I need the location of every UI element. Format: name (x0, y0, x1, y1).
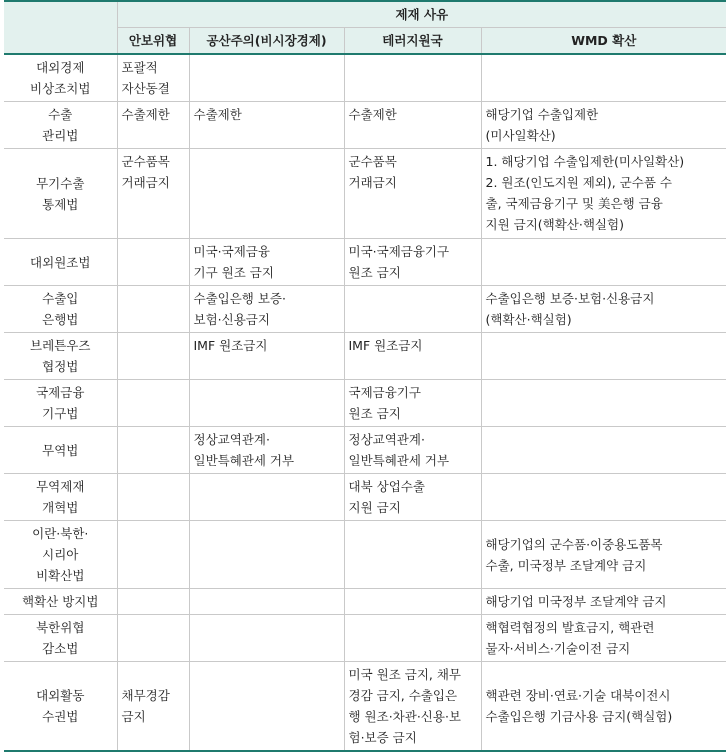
table-row (4, 102, 726, 149)
sanction-cell: 수출입은행 보증·보험·신용금지 (핵확산·핵실험) (481, 286, 726, 333)
sanction-cell: 군수품목 거래금지 (344, 149, 481, 239)
sanction-cell (117, 286, 189, 333)
column-header-communism: 공산주의(비시장경제) (189, 28, 344, 55)
sanction-cell (117, 239, 189, 286)
law-name-cell: 무역제재 개혁법 (4, 474, 117, 521)
law-name-cell: 북한위협 감소법 (4, 615, 117, 662)
sanction-cell: 수출제한 (117, 102, 189, 149)
sanction-cell (344, 286, 481, 333)
sanction-cell: 정상교역관계· 일반특혜관세 거부 (189, 427, 344, 474)
table-row (4, 589, 726, 615)
table-row (4, 474, 726, 521)
sanction-cell: 미국·국제금융 기구 원조 금지 (189, 239, 344, 286)
sanction-cell: 수출입은행 보증· 보험·신용금지 (189, 286, 344, 333)
sanction-cell: 1. 해당기업 수출입제한(미사일확산) 2. 원조(인도지원 제외), 군수품 수 출, 국제금융기구 및 美은행 금융 지원 금지(핵확산·핵실험) (481, 149, 726, 239)
sanction-cell (481, 54, 726, 102)
law-name-cell: 이란·북한· 시리아 비확산법 (4, 521, 117, 589)
sanction-cell (189, 54, 344, 102)
sanction-cell: 미국·국제금융기구 원조 금지 (344, 239, 481, 286)
sanction-cell (189, 589, 344, 615)
table-row (4, 286, 726, 333)
table-row (4, 239, 726, 286)
sanction-cell (117, 380, 189, 427)
sanction-cell (481, 474, 726, 521)
sanction-cell (189, 615, 344, 662)
sanction-cell: 수출제한 (344, 102, 481, 149)
sanction-cell: 해당기업의 군수품·이중용도품목 수출, 미국정부 조달계약 금지 (481, 521, 726, 589)
table-row (4, 333, 726, 380)
sanction-cell: 핵관련 장비·연료·기술 대북이전시 수출입은행 기금사용 금지(핵실험) (481, 662, 726, 752)
sanction-cell (117, 333, 189, 380)
sanction-cell (481, 380, 726, 427)
table-row (4, 380, 726, 427)
law-name-cell: 무역법 (4, 427, 117, 474)
corner-header-cell (4, 1, 117, 54)
sanction-cell: 핵협력협정의 발효금지, 핵관련 물자·서비스·기술이전 금지 (481, 615, 726, 662)
sanction-cell: 국제금융기구 원조 금지 (344, 380, 481, 427)
sanction-cell (189, 380, 344, 427)
sanction-cell (117, 615, 189, 662)
sanction-cell (344, 615, 481, 662)
law-name-cell: 국제금융 기구법 (4, 380, 117, 427)
sanction-cell: 미국 원조 금지, 채무 경감 금지, 수출입은 행 원조·차관·신용·보 험·보증 금지 (344, 662, 481, 752)
sanction-cell (344, 521, 481, 589)
sanction-cell (481, 239, 726, 286)
sanction-cell (481, 427, 726, 474)
table-row (4, 615, 726, 662)
sanction-cell: IMF 원조금지 (344, 333, 481, 380)
sanction-cell: 해당기업 수출입제한 (미사일확산) (481, 102, 726, 149)
sanction-cell (189, 474, 344, 521)
table-row (4, 662, 726, 752)
column-header-security-threat: 안보위협 (117, 28, 189, 55)
sanction-cell (117, 589, 189, 615)
table-row (4, 149, 726, 239)
law-name-cell: 대외활동 수권법 (4, 662, 117, 752)
column-header-terror-sponsor: 테러지원국 (344, 28, 481, 55)
sanction-cell: 수출제한 (189, 102, 344, 149)
sanction-cell: 정상교역관계· 일반특혜관세 거부 (344, 427, 481, 474)
law-name-cell: 대외원조법 (4, 239, 117, 286)
law-name-cell: 무기수출 통제법 (4, 149, 117, 239)
group-header: 제재 사유 (117, 1, 726, 28)
sanction-cell (117, 474, 189, 521)
law-name-cell: 대외경제 비상조치법 (4, 54, 117, 102)
table-row (4, 427, 726, 474)
column-header-wmd-proliferation: WMD 확산 (481, 28, 726, 55)
sanction-cell: 포괄적 자산동결 (117, 54, 189, 102)
law-name-cell: 수출입 은행법 (4, 286, 117, 333)
sanction-cell: 군수품목 거래금지 (117, 149, 189, 239)
sanction-cell: IMF 원조금지 (189, 333, 344, 380)
sanction-cell (481, 333, 726, 380)
sanction-cell (344, 589, 481, 615)
law-name-cell: 핵확산 방지법 (4, 589, 117, 615)
sanction-cell (117, 427, 189, 474)
sanction-cell: 채무경감 금지 (117, 662, 189, 752)
table-row (4, 521, 726, 589)
sanction-cell (189, 662, 344, 752)
sanction-cell: 해당기업 미국정부 조달계약 금지 (481, 589, 726, 615)
sanction-cell: 대북 상업수출 지원 금지 (344, 474, 481, 521)
sanction-cell (189, 521, 344, 589)
law-name-cell: 브레튼우즈 협정법 (4, 333, 117, 380)
sanction-cell (344, 54, 481, 102)
sanction-cell (117, 521, 189, 589)
table-row (4, 54, 726, 102)
law-name-cell: 수출 관리법 (4, 102, 117, 149)
sanction-cell (189, 149, 344, 239)
sanctions-table (4, 0, 726, 752)
